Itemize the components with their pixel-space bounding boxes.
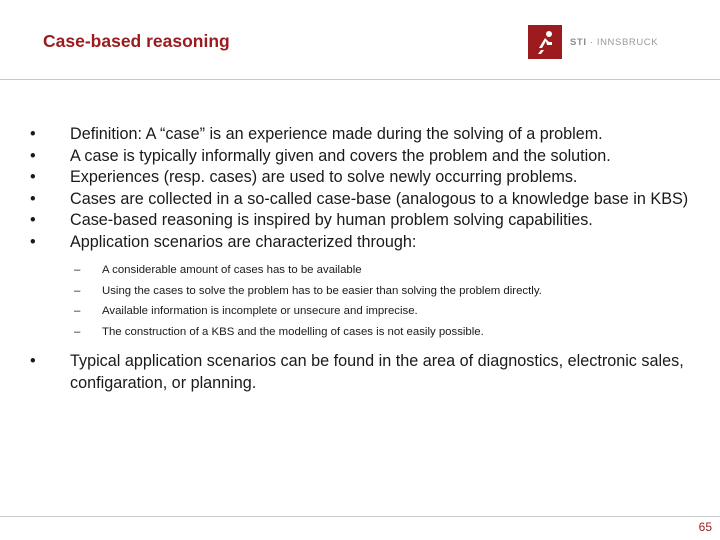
bullet-text: A case is typically informally given and covers the problem and the solution. [70,146,611,165]
bullet-marker: • [30,211,36,229]
bullet-item [30,232,690,254]
sti-innsbruck-logo [528,24,658,60]
sub-bullet-item [30,301,690,322]
bullet-item [30,351,690,394]
sub-bullet-text: A considerable amount of cases has to be available [102,264,362,276]
dash-marker: – [74,325,81,338]
bullet-text: Application scenarios are characterized through: [70,232,417,251]
slide-title: Case-based reasoning [43,31,230,51]
footer-divider [0,516,720,517]
bullet-marker: • [30,168,36,186]
bullet-text: Definition: A “case” is an experience made during the solving of a problem. [70,125,603,143]
bullet-item [30,210,690,232]
sub-bullet-item [30,260,690,281]
dash-marker: – [74,284,81,297]
bullet-marker: • [30,189,36,208]
sub-bullet-item [30,281,690,302]
slide-content [30,124,690,394]
dash-marker: – [74,264,81,276]
logo-location: INNSBRUCK [596,36,659,48]
bullet-marker: • [30,125,36,143]
bullet-item [30,189,690,211]
running-figure-icon [528,25,562,59]
logo-text [570,37,658,48]
bullet-marker: • [30,352,36,370]
page-number: 65 [698,520,712,534]
sub-bullet-list [30,260,690,342]
logo-separator: · [586,36,597,48]
bullet-text: Experiences (resp. cases) are used to solve newly occurring problems. [70,168,578,186]
sub-bullet-text: The construction of a KBS and the modelling of cases is not easily possible. [102,325,484,338]
bullet-text: Cases are collected in a so-called case-base (analogous to a knowledge base in KBS) [70,189,689,208]
bullet-item [30,167,690,189]
bullet-text: Case-based reasoning is inspired by human problem solving capabilities. [70,211,593,229]
logo-brand: STI [570,36,587,48]
bullet-marker: • [30,232,36,251]
sub-bullet-text: Available information is incomplete or unsecure and imprecise. [102,305,418,317]
dash-marker: – [74,305,81,317]
bullet-item [30,124,690,146]
header-divider [0,79,720,80]
bullet-text: Typical application scenarios can be found in the area of diagnostics, electronic sales, configaration, or planning. [70,352,684,392]
sub-bullet-text: Using the cases to solve the problem has to be easier than solving the problem directly. [102,284,542,297]
sub-bullet-item [30,322,690,343]
bullet-item [30,146,690,168]
bullet-marker: • [30,146,36,165]
